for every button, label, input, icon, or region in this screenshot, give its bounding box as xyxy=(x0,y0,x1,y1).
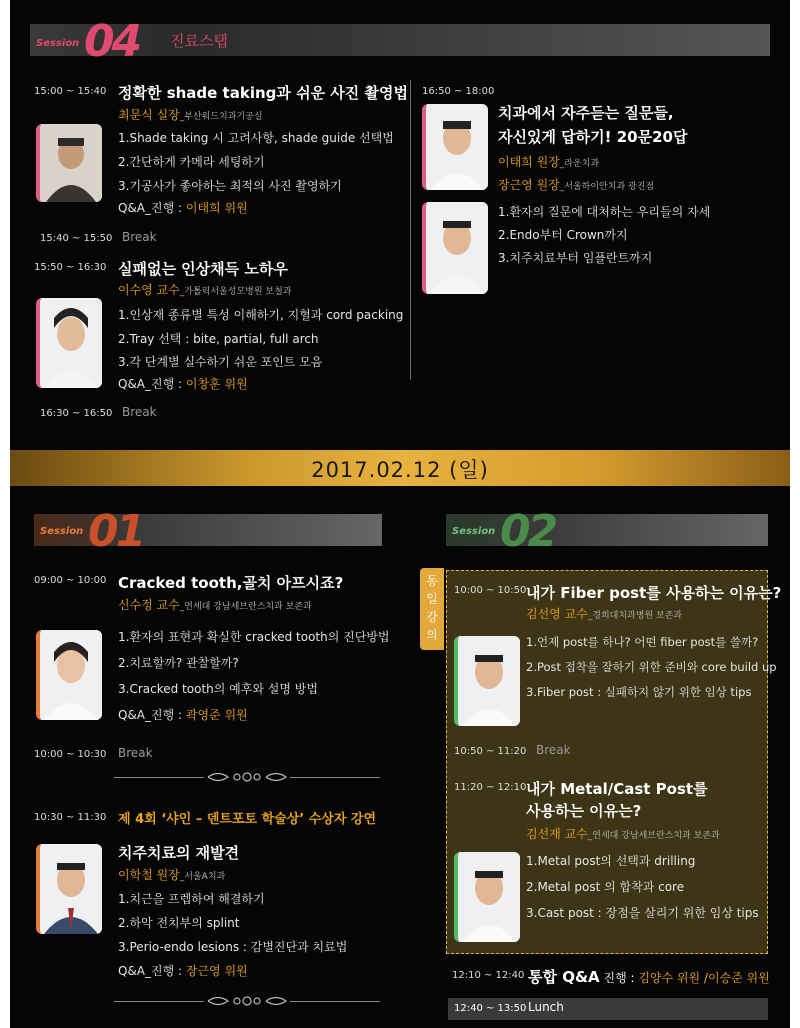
agenda-item: 1.Metal post의 선택과 drilling xyxy=(526,854,696,868)
session-04-header xyxy=(30,16,770,67)
speaker-affiliation: _부산워드치과기공실 xyxy=(179,112,263,122)
talk-title: 치주치료의 재발견 xyxy=(118,844,240,862)
agenda-item: 1.인상재 종류별 특성 이해하기, 지혈과 cord packing xyxy=(118,308,404,322)
speaker-name: 이태희 원장_라운치과 xyxy=(498,155,600,169)
agenda-item: 2.하악 전치부의 splint xyxy=(118,916,240,930)
session-02-header xyxy=(446,506,768,557)
talk-title: 정확한 shade taking과 쉬운 사진 촬영법 xyxy=(118,84,408,102)
event-date: 2017.02.12 (일) xyxy=(311,458,489,482)
agenda-item: 1.치근을 프렙하여 해결하기 xyxy=(118,892,265,906)
talk-title: Cracked tooth,골치 아프시죠? xyxy=(118,574,344,592)
talk-time: 10:30 ~ 11:30 xyxy=(34,812,107,823)
speaker-affiliation: _연세대 강남세브란스치과 보존과 xyxy=(179,602,312,612)
session-label: Session xyxy=(36,38,80,49)
talk-title: 내가 Fiber post를 사용하는 이유는? xyxy=(526,584,782,602)
agenda-item: 2.Metal post 의 합착과 core xyxy=(526,880,685,894)
agenda-item: 3.Cast post : 장점을 살리기 위한 임상 tips xyxy=(526,906,759,920)
agenda-item: 3.Perio-endo lesions : 감별진단과 치료법 xyxy=(118,940,348,954)
speaker-photo xyxy=(36,630,102,720)
joint-lecture-tab: 동 일 강 의 xyxy=(420,568,444,650)
agenda-item: 3.Cracked tooth의 예후와 설명 방법 xyxy=(118,682,318,696)
break-label: Break xyxy=(536,743,571,757)
speaker-name: 김선재 교수_연세대 강남세브란스치과 보존과 xyxy=(526,827,720,841)
session-number: 01 xyxy=(88,506,144,557)
talk-time: 09:00 ~ 10:00 xyxy=(34,575,107,586)
agenda-item: 3.치주치료부터 임플란트까지 xyxy=(498,251,653,265)
agenda-item: 3.각 단계별 실수하기 쉬운 포인트 모음 xyxy=(118,355,323,369)
speaker-affiliation: _가톨릭서울성모병원 보철과 xyxy=(179,287,292,297)
talk-title: 치과에서 자주듣는 질문들, xyxy=(498,104,674,122)
break-time: 16:30 ~ 16:50 xyxy=(40,408,113,419)
break-label: Break xyxy=(118,746,153,760)
speaker-photo xyxy=(422,104,488,190)
speaker-affiliation: _연세대 강남세브란스치과 보존과 xyxy=(587,831,720,841)
speaker-affiliation: _서울A치과 xyxy=(179,872,226,882)
talk-time: 11:20 ~ 12:10 xyxy=(454,782,527,793)
speaker-name: 장근영 원장_서울하이안치과 광진점 xyxy=(498,178,655,192)
session-label: Session xyxy=(452,526,496,537)
lunch-time: 12:40 ~ 13:50 xyxy=(454,1003,527,1014)
agenda-item: 1.언제 post를 하나? 어떤 fiber post를 쓸까? xyxy=(526,635,759,649)
speaker-name: 이수영 교수_가톨릭서울성모병원 보철과 xyxy=(118,283,292,297)
qa-moderator: Q&A_진행 : 곽영준 위원 xyxy=(118,708,248,722)
agenda-item: 1.환자의 표현과 확실한 cracked tooth의 진단방법 xyxy=(118,630,390,644)
break-label: Break xyxy=(122,405,157,419)
speaker-affiliation: _서울하이안치과 광진점 xyxy=(559,182,655,192)
award-lecture: 제 4회 ‘샤인 – 덴트포토 학술상’ 수상자 강연 xyxy=(118,812,377,827)
speaker-name: 이학철 원장_서울A치과 xyxy=(118,868,226,882)
agenda-item: 3.기공사가 좋아하는 최적의 사진 촬영하기 xyxy=(118,179,342,193)
ornament-divider xyxy=(114,994,380,1008)
session-number: 02 xyxy=(500,506,556,557)
ornament-divider xyxy=(114,770,380,784)
speaker-name: 김선영 교수_경희대치과병원 보존과 xyxy=(526,607,683,621)
speaker-affiliation: _라운치과 xyxy=(559,159,600,169)
agenda-item: 1.Shade taking 시 고려사항, shade guide 선택법 xyxy=(118,131,394,145)
speaker-photo xyxy=(454,636,520,726)
talk-time: 15:00 ~ 15:40 xyxy=(34,86,107,97)
qa-time: 12:10 ~ 12:40 xyxy=(452,970,525,981)
speaker-photo xyxy=(36,124,102,202)
talk-title-line2: 사용하는 이유는? xyxy=(526,802,642,820)
qa-moderator: Q&A_진행 : 장근영 위원 xyxy=(118,964,248,978)
speaker-photo xyxy=(36,298,102,388)
joint-qa: 통합 Q&A 진행 : 김양수 위원 /이승준 위원 xyxy=(528,968,770,986)
talk-time: 10:00 ~ 10:50 xyxy=(454,585,527,596)
agenda-item: 2.Tray 선택 : bite, partial, full arch xyxy=(118,332,319,346)
session-label: Session xyxy=(40,526,84,537)
agenda-item: 2.Post 접착을 잘하기 위한 준비와 core build up xyxy=(526,660,777,674)
lunch-label: Lunch xyxy=(528,1000,564,1014)
session-01-header xyxy=(34,506,382,557)
date-band xyxy=(10,450,790,486)
talk-title: 내가 Metal/Cast Post를 xyxy=(526,780,708,798)
talk-time: 15:50 ~ 16:30 xyxy=(34,262,107,273)
agenda-item: 2.Endo부터 Crown까지 xyxy=(498,228,628,242)
speaker-photo xyxy=(422,202,488,294)
break-time: 15:40 ~ 15:50 xyxy=(40,233,113,244)
talk-time: 16:50 ~ 18:00 xyxy=(422,86,495,97)
break-label: Break xyxy=(122,230,157,244)
column-divider xyxy=(410,80,411,380)
qa-moderator: Q&A_진행 : 이창훈 위원 xyxy=(118,377,248,391)
break-time: 10:50 ~ 11:20 xyxy=(454,746,527,757)
agenda-item: 2.간단하게 카메라 세팅하기 xyxy=(118,155,265,169)
talk-title: 실패없는 인상채득 노하우 xyxy=(118,260,288,278)
speaker-affiliation: _경희대치과병원 보존과 xyxy=(587,611,683,621)
agenda-item: 3.Fiber post : 실패하지 않기 위한 임상 tips xyxy=(526,685,752,699)
speaker-name: 신수정 교수_연세대 강남세브란스치과 보존과 xyxy=(118,598,312,612)
speaker-photo xyxy=(454,852,520,942)
session-name: 진료스탭 xyxy=(170,32,228,50)
speaker-name: 최문식 실장_부산워드치과기공실 xyxy=(118,108,263,122)
agenda-item: 2.치료할까? 관찰할까? xyxy=(118,656,239,670)
qa-moderator: Q&A_진행 : 이태희 위원 xyxy=(118,201,248,215)
break-time: 10:00 ~ 10:30 xyxy=(34,749,107,760)
agenda-item: 1.환자의 질문에 대처하는 우리들의 자세 xyxy=(498,205,711,219)
speaker-photo xyxy=(36,844,102,934)
talk-title-line2: 자신있게 답하기! 20문20답 xyxy=(498,128,688,146)
session-number: 04 xyxy=(84,16,140,67)
